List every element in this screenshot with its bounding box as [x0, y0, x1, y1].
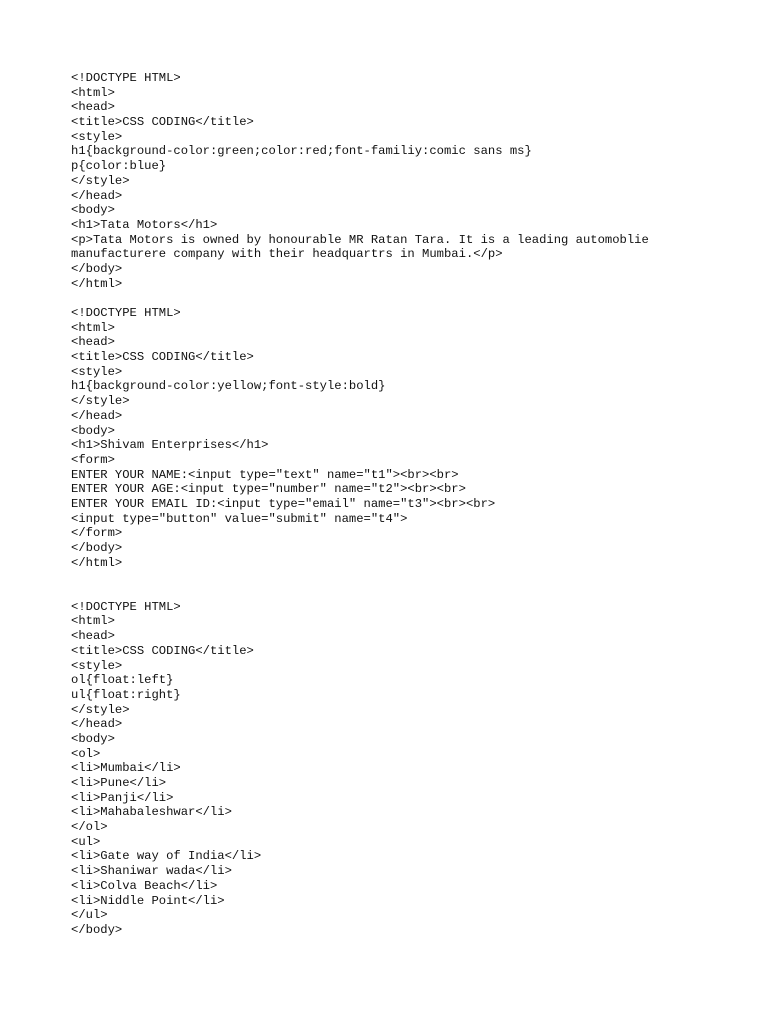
code-line: <style>	[71, 658, 123, 673]
code-line: </html>	[71, 555, 123, 570]
code-line: <title>CSS CODING</title>	[71, 350, 254, 365]
code-line: </head>	[71, 717, 123, 732]
code-line: </body>	[71, 261, 123, 276]
code-block-3	[71, 600, 751, 938]
code-line: <html>	[71, 85, 115, 100]
code-line: </style>	[71, 394, 130, 409]
code-line: <!DOCTYPE HTML>	[71, 71, 181, 85]
code-line: <li>Shaniwar wada</li>	[71, 864, 232, 879]
code-line: <body>	[71, 203, 115, 218]
code-line: <ul>	[71, 834, 101, 849]
code-line: <style>	[71, 129, 123, 144]
code-line: </head>	[71, 408, 123, 423]
block-spacer	[71, 570, 751, 599]
code-line: <ol>	[71, 746, 101, 761]
code-line: h1{background-color:yellow;font-style:bold}	[71, 379, 386, 394]
code-line: ENTER YOUR NAME:<input type="text" name="t1"><br><br>	[71, 467, 459, 482]
code-line: ENTER YOUR EMAIL ID:<input type="email" name="t3"><br><br>	[71, 496, 496, 511]
code-line: ENTER YOUR AGE:<input type="number" name="t2"><br><br>	[71, 482, 466, 497]
code-line: </ul>	[71, 908, 108, 923]
code-line: </html>	[71, 276, 123, 291]
code-line: <!DOCTYPE HTML>	[71, 306, 181, 320]
code-line: <li>Mumbai</li>	[71, 761, 181, 776]
code-line: <body>	[71, 423, 115, 438]
code-line: <li>Panji</li>	[71, 790, 174, 805]
code-line: <title>CSS CODING</title>	[71, 643, 254, 658]
code-line: </body>	[71, 922, 123, 937]
document-page	[71, 71, 751, 938]
code-line: </style>	[71, 173, 130, 188]
code-line: <head>	[71, 100, 115, 115]
code-line: ul{float:right}	[71, 687, 181, 702]
code-line: <html>	[71, 320, 115, 335]
code-line: <li>Mahabaleshwar</li>	[71, 805, 232, 820]
code-line: <head>	[71, 629, 115, 644]
code-line: <body>	[71, 731, 115, 746]
code-line: <input type="button" value="submit" name="t4">	[71, 511, 408, 526]
code-line: p{color:blue}	[71, 159, 167, 174]
code-line: <!DOCTYPE HTML>	[71, 599, 181, 614]
code-block-1	[71, 71, 751, 291]
code-line: <li>Niddle Point</li>	[71, 893, 225, 908]
code-line: ol{float:left}	[71, 673, 174, 688]
code-line: h1{background-color:green;color:red;font-familiy:comic sans ms}	[71, 144, 532, 159]
code-line: <h1>Tata Motors</h1>	[71, 217, 218, 232]
code-line: manufacturere company with their headquartrs in Mumbai.</p>	[71, 247, 503, 262]
code-line: </body>	[71, 541, 123, 555]
code-line: <title>CSS CODING</title>	[71, 115, 254, 130]
code-line: </form>	[71, 526, 123, 541]
code-line: <head>	[71, 335, 115, 350]
code-line: <li>Pune</li>	[71, 776, 167, 791]
code-line: </head>	[71, 188, 123, 203]
code-line: </style>	[71, 702, 130, 717]
code-line: <h1>Shivam Enterprises</h1>	[71, 438, 269, 453]
code-line: </ol>	[71, 820, 108, 835]
code-line: <html>	[71, 614, 115, 629]
code-line: <form>	[71, 452, 115, 467]
code-block-2	[71, 306, 751, 570]
block-spacer	[71, 291, 751, 306]
code-line: <li>Colva Beach</li>	[71, 878, 218, 893]
code-line: <p>Tata Motors is owned by honourable MR Ratan Tara. It is a leading automoblie	[71, 232, 649, 247]
code-line: <style>	[71, 364, 123, 379]
code-line: <li>Gate way of India</li>	[71, 849, 262, 864]
